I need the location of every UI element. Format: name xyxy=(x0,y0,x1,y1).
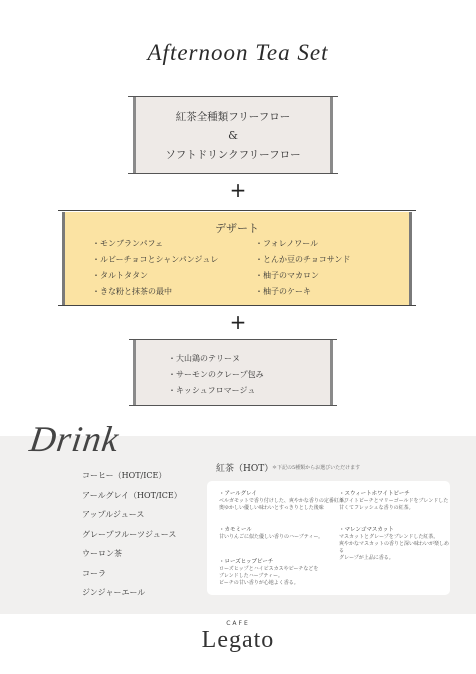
tea-name: ・ローズヒップピーチ xyxy=(219,559,274,565)
list-item: ・サーモンのクレープ包み xyxy=(168,370,264,379)
tea-description: 爽やかなマスカットの香りと深い味わいが楽しめる xyxy=(339,541,449,554)
dessert-heading: デザート xyxy=(215,222,259,235)
dessert-list-left xyxy=(92,236,218,300)
tea-name: ・アールグレイ xyxy=(219,491,257,497)
divider-line xyxy=(58,210,416,211)
tea-note: ＊下記の5種類からお選びいただけます xyxy=(272,465,361,471)
list-item: ・柚子のマカロン xyxy=(255,271,319,280)
tea-description: ブレンドしたハーブティー。 xyxy=(219,573,283,579)
tea-description: ベルガモットで香り付けした、爽やかな香りの定番紅茶。 xyxy=(219,498,349,504)
divider-line xyxy=(129,339,337,340)
list-item: ・キッシュフロマージュ xyxy=(168,386,256,395)
plus-sign: + xyxy=(229,178,247,202)
tea-description: ピーチの甘い香りが心地よく香る。 xyxy=(219,580,299,586)
list-item: ジンジャーエール xyxy=(82,588,146,597)
box-left-bar xyxy=(133,340,136,405)
tea-item xyxy=(219,527,323,541)
divider-line xyxy=(129,405,337,406)
tea-name: ・カモミール xyxy=(219,527,252,533)
list-item: ウーロン茶 xyxy=(82,549,122,558)
ampersand: & xyxy=(228,129,238,142)
list-item: ・フォレノワール xyxy=(255,239,319,248)
tea-name: ・マレンゴマスカット xyxy=(339,527,394,533)
tea-item xyxy=(339,527,450,562)
tea-description: ホワイトピーチとマリーゴールドをブレンドした xyxy=(339,498,449,504)
free-flow-soft-drink: ソフトドリンクフリーフロー xyxy=(165,149,301,161)
tea-heading: 紅茶（HOT） xyxy=(216,464,274,474)
page-title: Afternoon Tea Set xyxy=(147,40,329,65)
tea-description: グレープが上品に香る。 xyxy=(339,555,394,561)
tea-name: ・スウィートホワイトピーチ xyxy=(339,491,410,497)
tea-description: 甘くてフレッシュな香りの紅茶。 xyxy=(339,505,414,511)
dessert-box xyxy=(62,212,412,305)
tea-card xyxy=(207,481,450,595)
dessert-list-right xyxy=(255,236,350,300)
list-item: ・モンブランパフェ xyxy=(92,239,164,248)
list-item: アップルジュース xyxy=(82,510,145,519)
divider-line xyxy=(128,173,338,174)
logo-cafe-text: CAFE xyxy=(226,620,250,627)
tea-item xyxy=(339,491,448,512)
list-item: ・タルトタタン xyxy=(92,271,148,280)
list-item: ・ルビーチョコとシャンパンジュレ xyxy=(92,255,219,264)
free-flow-tea: 紅茶全種類フリーフロー xyxy=(175,111,291,123)
box-right-bar xyxy=(330,340,333,405)
free-flow-box xyxy=(133,97,333,173)
list-item: コーヒー（HOT/ICE） xyxy=(82,471,167,480)
list-item: グレープフルーツジュース xyxy=(82,529,177,539)
divider-line xyxy=(58,305,416,306)
tea-description: 奥ゆかしい優しい味わいとすっきりとした後味 xyxy=(219,505,324,511)
tea-item xyxy=(219,491,349,512)
list-item: ・とんか豆のチョコサンド xyxy=(255,255,351,264)
savory-box xyxy=(133,340,333,405)
drink-title: Drink xyxy=(27,419,122,459)
plus-sign: + xyxy=(229,310,247,334)
savory-list xyxy=(168,351,264,399)
list-item: ・きな粉と抹茶の最中 xyxy=(92,287,172,296)
tea-description: 甘いりんごに似た優しい香りのハーブティー。 xyxy=(219,534,324,540)
logo-legato: Legato xyxy=(201,627,275,653)
list-item: アールグレイ（HOT/ICE） xyxy=(82,490,182,500)
list-item: ・柚子のケーキ xyxy=(255,287,311,296)
tea-description: ローズヒップとハイビスカスやピーチなどを xyxy=(219,566,319,572)
tea-description: マスカットとグレープをブレンドした紅茶。 xyxy=(339,534,439,540)
list-item: コーラ xyxy=(82,568,106,578)
drink-list xyxy=(82,466,182,603)
tea-item xyxy=(219,559,318,587)
list-item: ・大山鶏のテリーヌ xyxy=(168,354,240,363)
